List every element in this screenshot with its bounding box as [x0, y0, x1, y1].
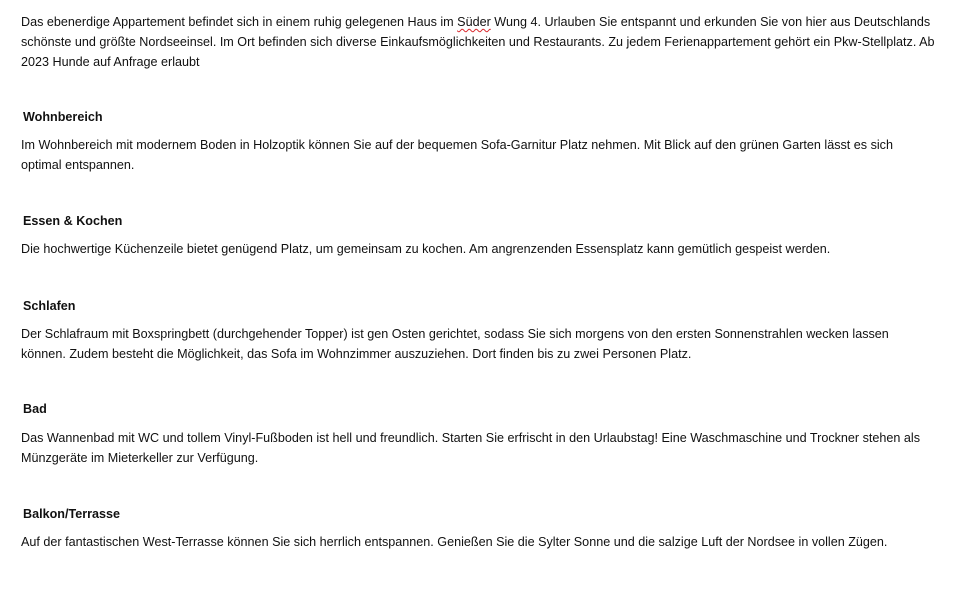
- section-text-wohnbereich[interactable]: Im Wohnbereich mit modernem Boden in Holzoptik können Sie auf der bequemen Sofa-Garnitur Platz nehmen. Mit Blick auf den grünen Garten lässt es sich optimal entspannen.: [21, 138, 893, 172]
- section-text-essen-kochen[interactable]: Die hochwertige Küchenzeile bietet genügend Platz, um gemeinsam zu kochen. Am angrenzenden Essensplatz kann gemütlich gespeist werden.: [21, 242, 831, 256]
- intro-paragraph[interactable]: [21, 12, 936, 72]
- intro-text-start: Das ebenerdige Appartement befindet sich in einem ruhig gelegenen Haus im: [21, 15, 458, 29]
- spellcheck-flagged-word[interactable]: Süder: [457, 15, 491, 29]
- section-heading-balkon-terrasse: Balkon/Terrasse: [23, 507, 121, 521]
- section-text-balkon-terrasse[interactable]: Auf der fantastischen West-Terrasse können Sie sich herrlich entspannen. Genießen Sie die Sylter Sonne und die salzige Luft der Nordsee in vollen Zügen.: [21, 535, 888, 549]
- section-heading-bad: Bad: [23, 402, 47, 416]
- intro-text-end: Wung 4. Urlauben Sie entspannt und erkunden Sie von hier aus Deutschlands schönste und größte Nordseeinsel. Im Ort befinden sich diverse Einkaufsmöglichkeiten und Restaurants. Zu jedem Ferienappartement gehört ein Pkw-Stellplatz. Ab 2023 Hunde auf Anfrage erlaubt: [21, 15, 935, 69]
- section-text-schlafen[interactable]: Der Schlafraum mit Boxspringbett (durchgehender Topper) ist gen Osten gerichtet, sodass Sie sich morgens von den ersten Sonnenstrahlen wecken lassen können. Zudem besteht die Möglichkeit, das Sofa im Wohnzimmer auszuziehen. Dort finden bis zu zwei Personen Platz.: [21, 327, 889, 361]
- section-text-bad[interactable]: Das Wannenbad mit WC und tollem Vinyl-Fußboden ist hell und freundlich. Starten Sie erfrischt in den Urlaubstag! Eine Waschmaschine und Trockner stehen als Münzgeräte im Mieterkeller zur Verfügung.: [21, 431, 921, 465]
- section-heading-schlafen: Schlafen: [23, 299, 76, 313]
- section-heading-essen-kochen: Essen & Kochen: [23, 214, 123, 228]
- section-heading-wohnbereich: Wohnbereich: [23, 110, 103, 124]
